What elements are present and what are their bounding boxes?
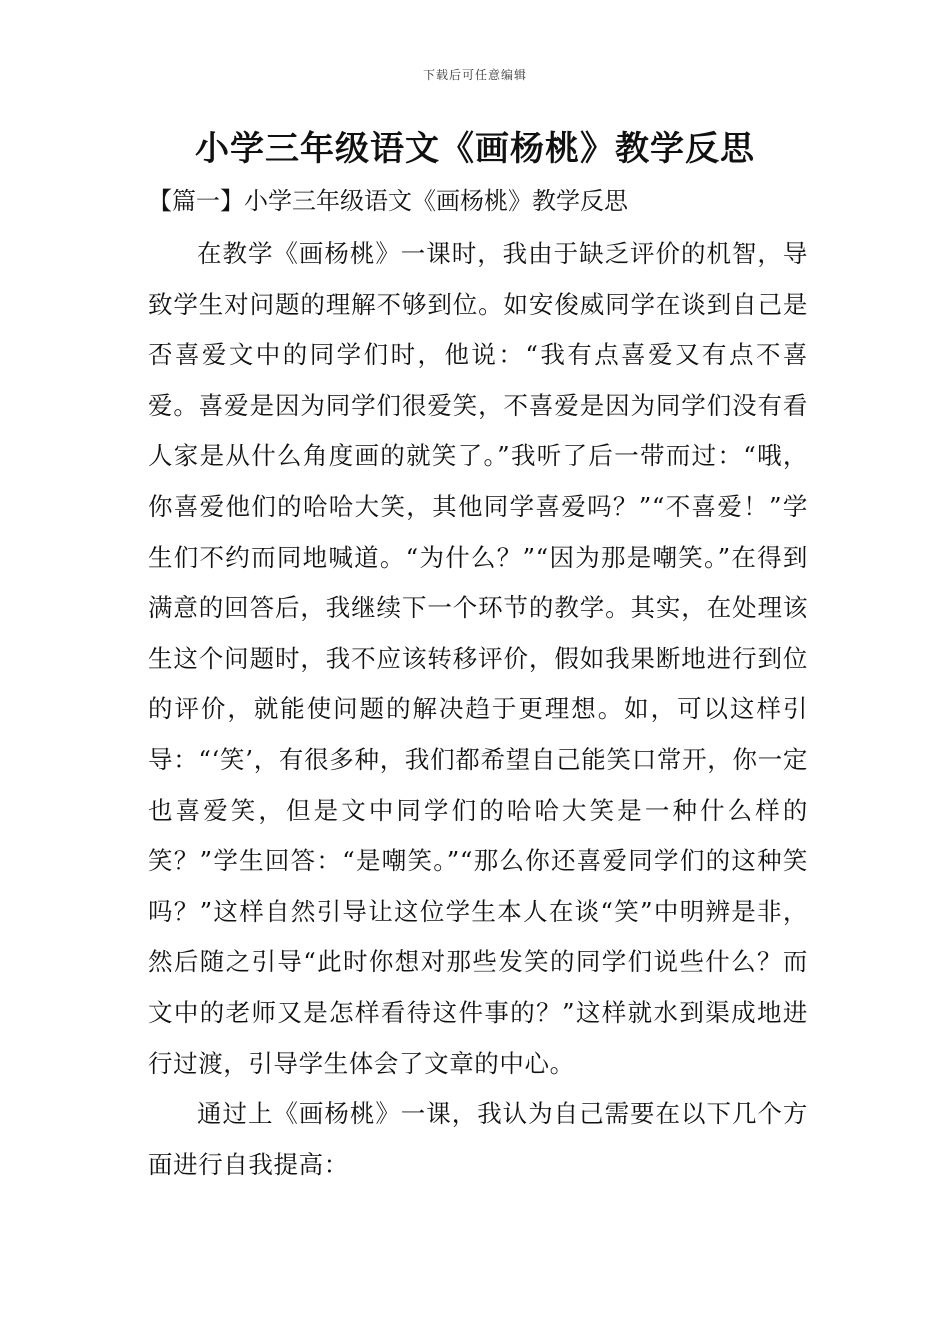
section-heading: 【篇一】小学三年级语文《画杨桃》教学反思 <box>148 187 628 215</box>
body-paragraph-2: 通过上《画杨桃》一课，我认为自己需要在以下几个方面进行自我提高： <box>148 1099 808 1179</box>
document-body <box>148 229 808 1190</box>
body-paragraph-1: 在教学《画杨桃》一课时，我由于缺乏评价的机智，导致学生对问题的理解不够到位。如安俊威同学在谈到自己是否喜爱文中的同学们时，他说：“我有点喜爱又有点不喜爱。喜爱是因为同学们很爱笑，不喜爱是因为同学们没有看人家是从什么角度画的就笑了。”我听了后一带而过：“哦，你喜爱他们的哈哈大笑，其他同学喜爱吗？”“不喜爱！”学生们不约而同地喊道。“为什么？”“因为那是嘲笑。”在得到满意的回答后，我继续下一个环节的教学。其实，在处理该生这个问题时，我不应该转移评价，假如我果断地进行到位的评价，就能使问题的解决趋于更理想。如，可以这样引导：“‘笑’，有很多种，我们都希望自己能笑口常开，你一定也喜爱笑，但是文中同学们的哈哈大笑是一种什么样的笑？”学生回答：“是嘲笑。”“那么你还喜爱同学们的这种笑吗？”这样自然引导让这位学生本人在谈“笑”中明辨是非，然后随之引导“此时你想对那些发笑的同学们说些什么？而文中的老师又是怎样看待这件事的？”这样就水到渠成地进行过渡，引导学生体会了文章的中心。 <box>148 239 808 1078</box>
page-title: 小学三年级语文《画杨桃》教学反思 <box>195 129 755 169</box>
header-note: 下载后可任意编辑 <box>422 68 527 82</box>
